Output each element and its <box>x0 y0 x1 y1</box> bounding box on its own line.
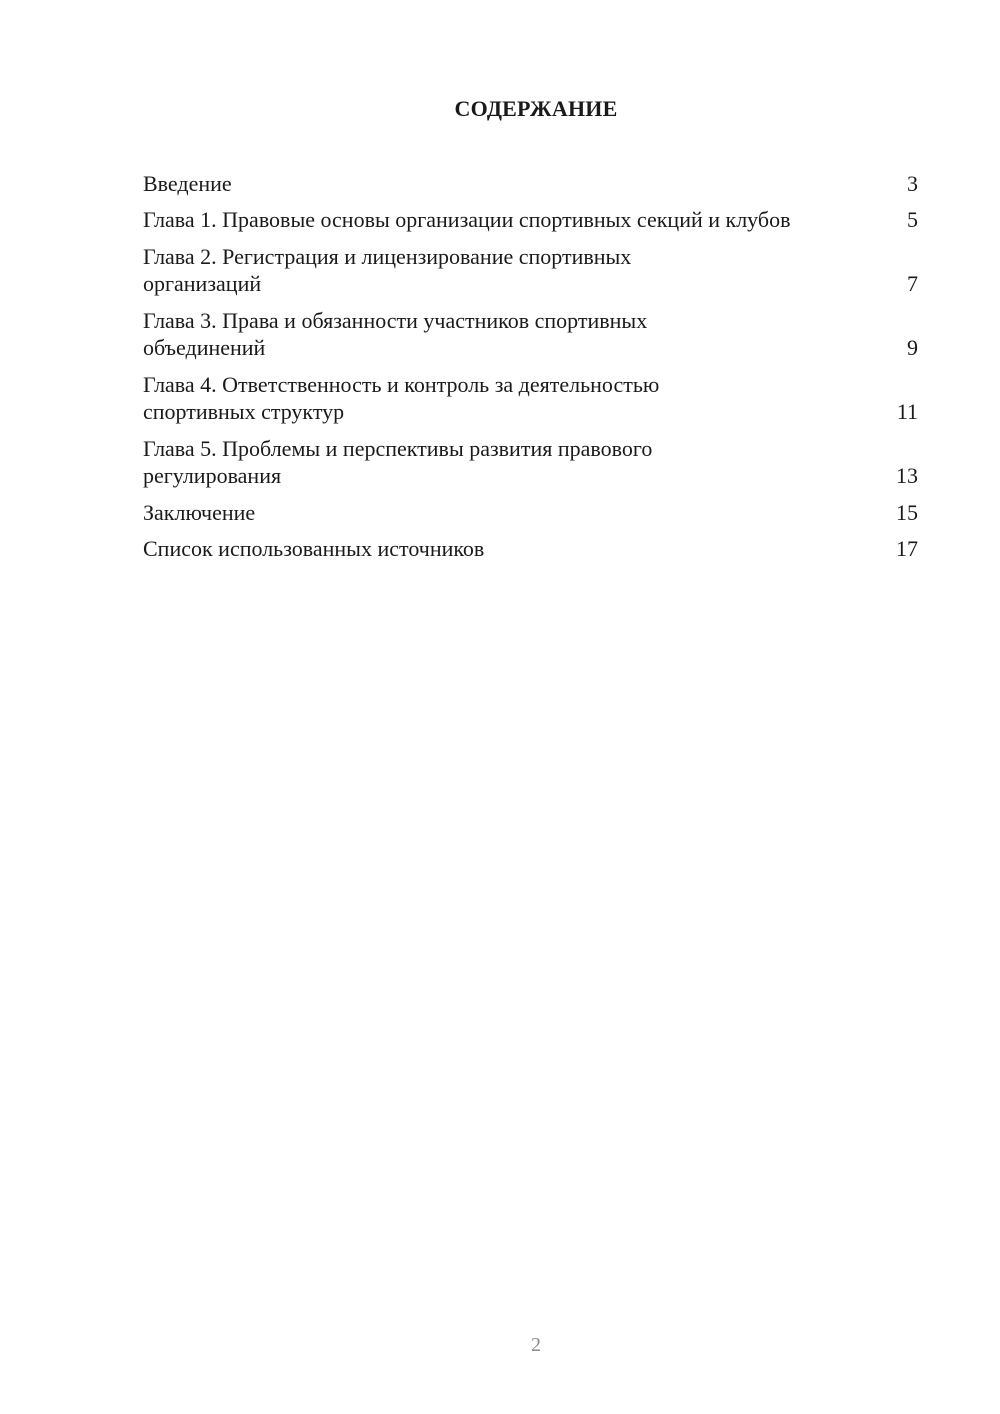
page-number: 2 <box>531 1334 541 1356</box>
toc-entry-chapter-3 <box>143 307 918 361</box>
toc-entry-text: Глава 3. Права и обязанности участников спортивных объединений <box>143 308 648 360</box>
table-of-contents <box>143 170 918 571</box>
toc-entry-chapter-2 <box>143 243 918 297</box>
toc-entry-page: 7 <box>907 271 918 296</box>
toc-entry-introduction <box>143 170 918 197</box>
toc-entry-text: Глава 4. Ответственность и контроль за деятельностью спортивных структур <box>143 372 660 424</box>
toc-entry-conclusion <box>143 499 918 526</box>
toc-entry-text: Глава 1. Правовые основы организации спортивных секций и клубов <box>143 207 791 232</box>
toc-entry-text: Список использованных источников <box>143 536 485 561</box>
toc-entry-chapter-1 <box>143 206 918 233</box>
toc-entry-page: 15 <box>896 500 918 525</box>
toc-title: СОДЕРЖАНИЕ <box>454 96 618 121</box>
toc-entry-text: Заключение <box>143 500 256 525</box>
toc-entry-text: Глава 5. Проблемы и перспективы развития правового регулирования <box>143 436 653 488</box>
toc-entry-page: 17 <box>896 536 918 561</box>
toc-entry-page: 5 <box>907 207 918 232</box>
toc-entry-chapter-5 <box>143 435 918 489</box>
toc-entry-text: Глава 2. Регистрация и лицензирование спортивных организаций <box>143 244 632 296</box>
toc-entry-page: 9 <box>907 335 918 360</box>
toc-entry-text: Введение <box>143 171 232 196</box>
toc-entry-chapter-4 <box>143 371 918 425</box>
toc-entry-references <box>143 535 918 562</box>
toc-entry-page: 13 <box>896 463 918 488</box>
toc-entry-page: 11 <box>896 399 918 424</box>
toc-entry-page: 3 <box>907 171 918 196</box>
